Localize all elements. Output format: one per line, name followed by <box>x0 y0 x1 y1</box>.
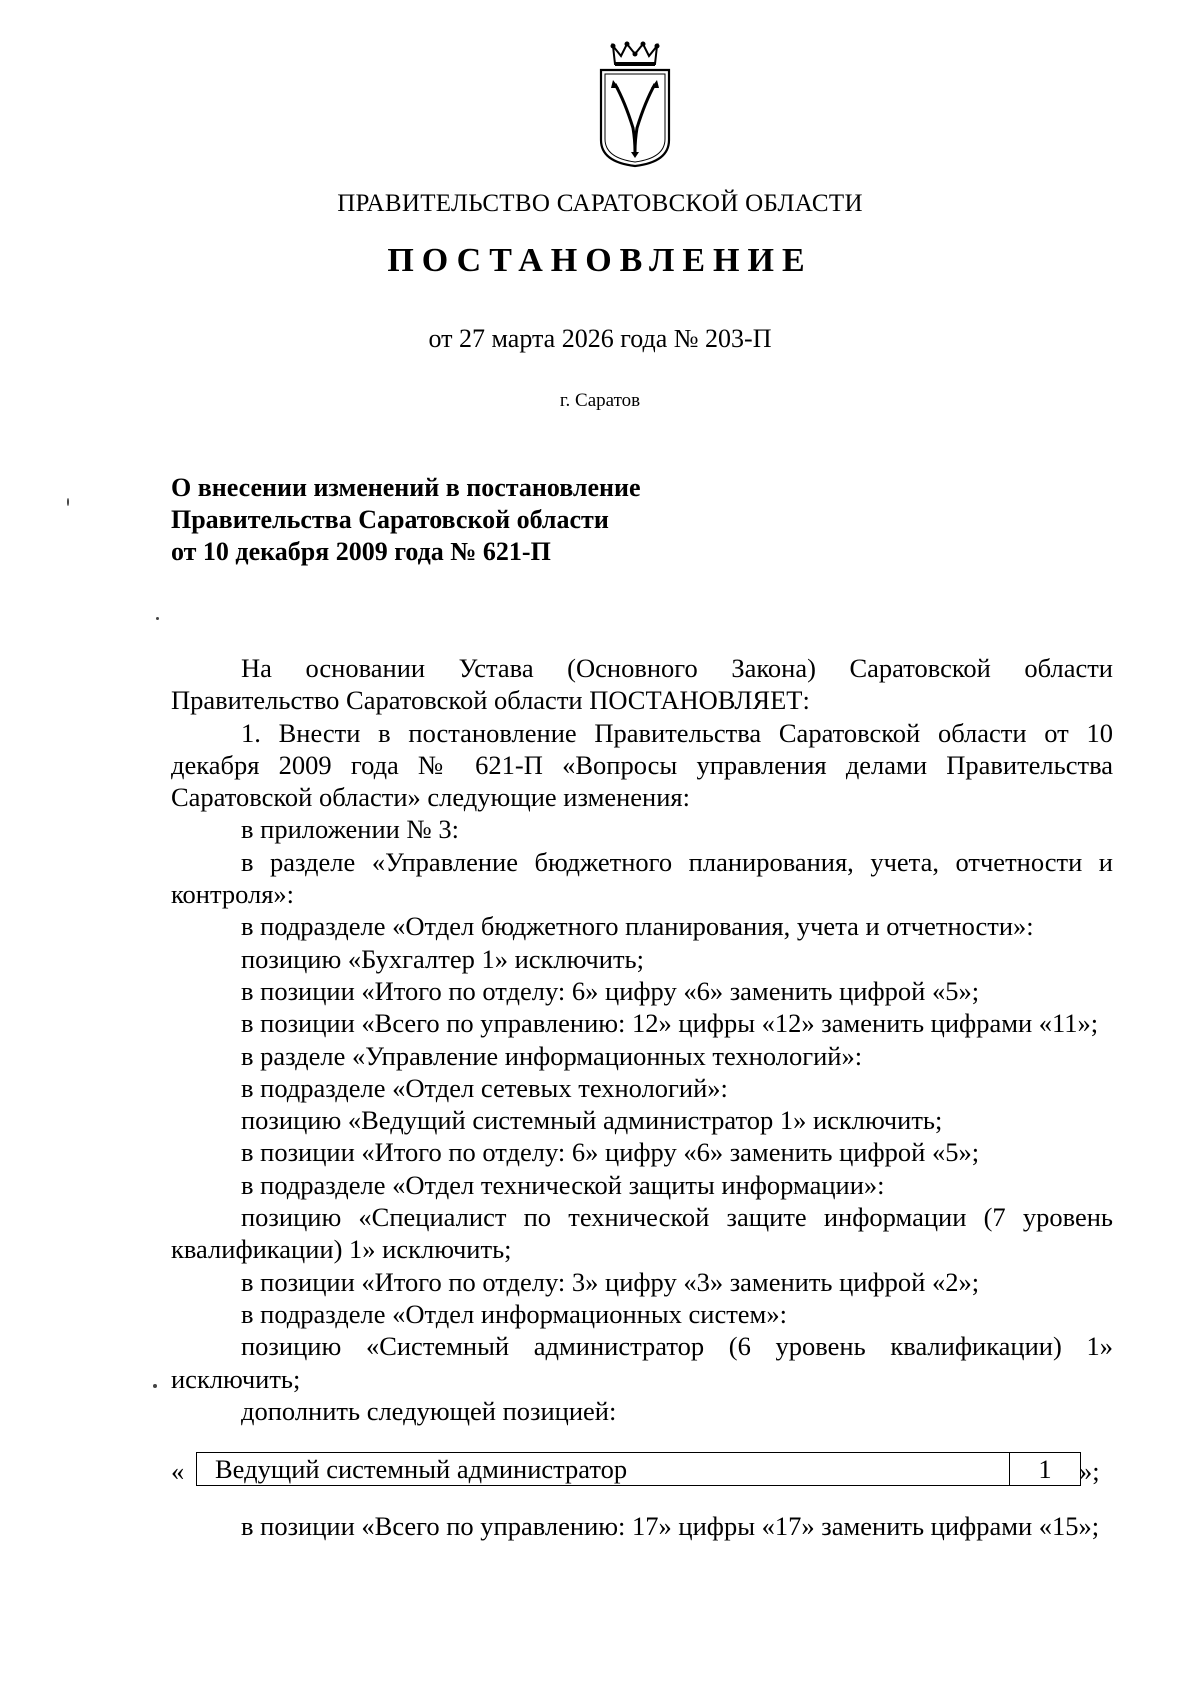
title-line: от 10 декабря 2009 года № 621-П <box>171 537 551 566</box>
position-table <box>196 1452 1081 1486</box>
paragraph: в позиции «Итого по отделу: 6» цифру «6» заменить цифрой «5»; <box>241 975 980 1006</box>
document-body <box>171 652 1113 1427</box>
paragraph: в подразделе «Отдел сетевых технологий»: <box>241 1072 728 1103</box>
document-date-number: от 27 марта 2026 года № 203-П <box>428 324 772 353</box>
document-title <box>171 472 871 568</box>
paragraph: позицию «Ведущий системный администратор 1» исключить; <box>241 1105 943 1136</box>
paragraph: в разделе «Управление информационных технологий»: <box>241 1040 863 1071</box>
position-name-cell: Ведущий системный администратор <box>197 1453 1010 1486</box>
open-quote: « <box>171 1456 185 1486</box>
paragraph: в подразделе «Отдел технической защиты информации»: <box>241 1169 885 1200</box>
paragraph: в разделе «Управление бюджетного планирования, учета, отчетности и контроля»: <box>171 846 1113 910</box>
table-row <box>197 1453 1081 1486</box>
paragraph: в подразделе «Отдел информационных систем»: <box>241 1298 787 1329</box>
position-count-cell: 1 <box>1010 1453 1081 1486</box>
paragraph: дополнить следующей позицией: <box>241 1395 617 1426</box>
inserted-position-row <box>171 1452 1113 1490</box>
paragraph: На основании Устава (Основного Закона) Саратовской области Правительство Саратовской области ПОСТАНОВЛЯЕТ: <box>171 653 1113 716</box>
paragraph <box>171 1510 1113 1542</box>
paragraph: в позиции «Всего по управлению: 17» цифры «17» заменить цифрами «15»; <box>241 1511 1100 1541</box>
paragraph: 1. Внести в постановление Правительства Саратовской области от 10 декабря 2009 года № 621-П «Вопросы управления делами Правительства Саратовской области» следующие изменения: <box>171 717 1113 813</box>
organization-name: ПРАВИТЕЛЬСТВО САРАТОВСКОЙ ОБЛАСТИ <box>337 190 863 217</box>
saratov-coat-of-arms-icon <box>595 40 675 170</box>
paragraph: в позиции «Итого по отделу: 3» цифру «3» заменить цифрой «2»; <box>241 1266 980 1297</box>
scan-speck <box>67 498 69 506</box>
scan-speck <box>153 1384 157 1388</box>
paragraph: позицию «Бухгалтер 1» исключить; <box>241 943 644 974</box>
title-line: О внесении изменений в постановление <box>171 473 641 502</box>
document-place: г. Саратов <box>559 390 641 411</box>
title-line: Правительства Саратовской области <box>171 505 609 534</box>
paragraph: в позиции «Всего по управлению: 12» цифры «12» заменить цифрами «11»; <box>241 1008 1099 1039</box>
scan-speck <box>156 617 159 620</box>
paragraph: в приложении № 3: <box>241 814 459 845</box>
paragraph: в позиции «Итого по отделу: 6» цифру «6» заменить цифрой «5»; <box>241 1137 980 1168</box>
paragraph: в подразделе «Отдел бюджетного планирования, учета и отчетности»: <box>241 911 1034 942</box>
close-quote: »; <box>1079 1456 1100 1486</box>
document-type: ПОСТАНОВЛЕНИЕ <box>387 242 813 279</box>
paragraph: позицию «Специалист по технической защите информации (7 уровень квалификации) 1» исключить; <box>171 1202 1113 1265</box>
paragraph: позицию «Системный администратор (6 уровень квалификации) 1» исключить; <box>171 1331 1113 1394</box>
